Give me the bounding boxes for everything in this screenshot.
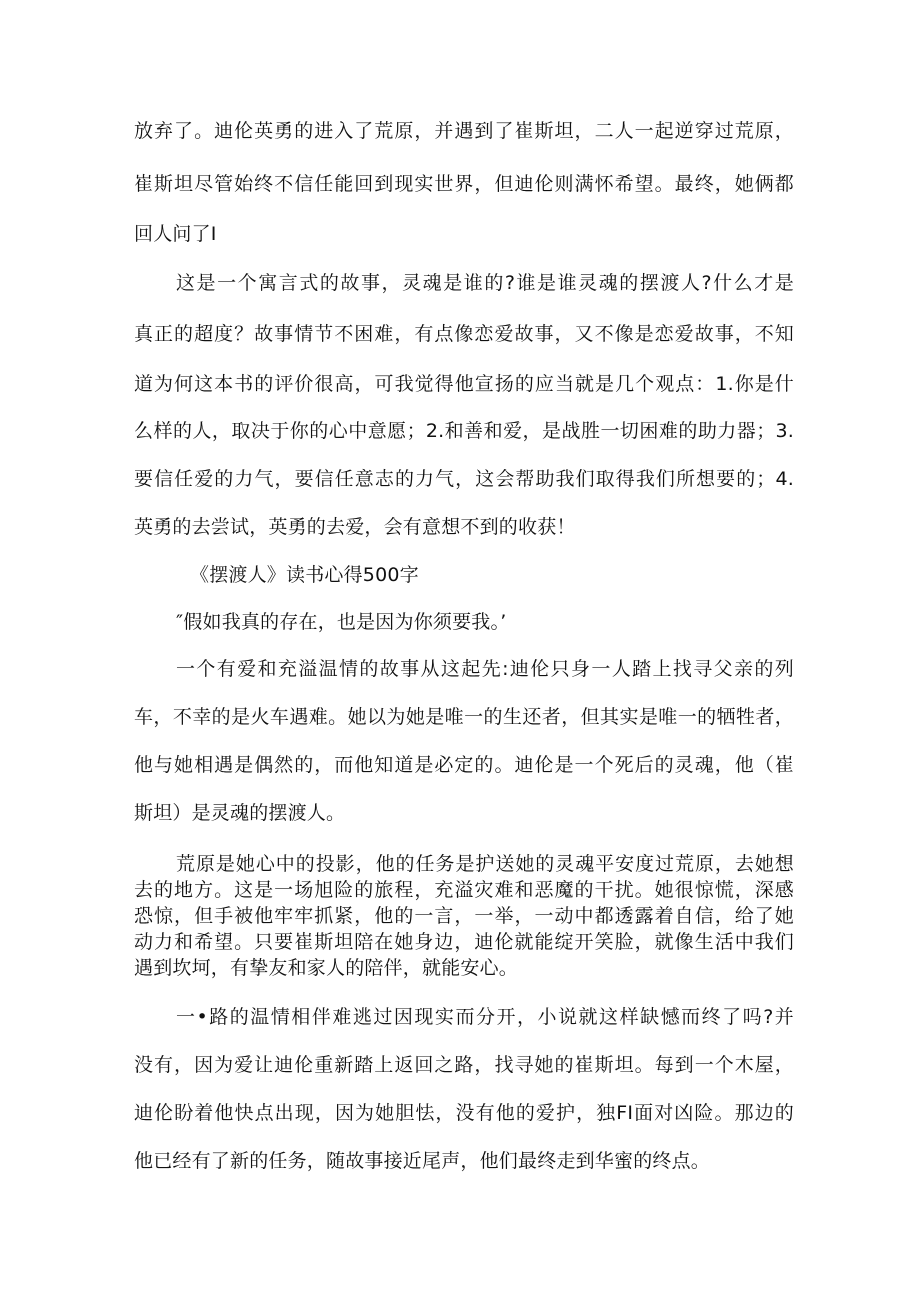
paragraph2-line-5: 要信任爱的力气，要信任意志的力气，这会帮助我们取得我们所想要的；4. [134,468,794,490]
paragraph5-line-4: 他已经有了新的任务，随故事接近尾声，他们最终走到华蜜的终点。 [134,1150,711,1172]
paragraph5-line-2: 没有，因为爱让迪伦重新踏上返回之路，找寻她的崔斯坦。每到一个木屋， [134,1054,794,1076]
paragraph4-line-3: 恐惊，但手被他牢牢抓紧，他的一言，一举，一动中都透露着自信，给了她 [134,905,794,927]
paragraph2-line-6: 英勇的去尝试，英勇的去爱，会有意想不到的收获！ [134,516,576,538]
paragraph2-line-1: 这是一个寓言式的故事，灵魂是谁的?谁是谁灵魂的摆渡人?什么才是 [176,272,794,294]
paragraph1-line-2: 崔斯坦尽管始终不信任能回到现实世界，但迪伦则满怀希望。最终，她俩都 [134,173,794,195]
paragraph3-line-3: 他与她相遇是偶然的，而他知道是必定的。迪伦是一个死后的灵魂，他（崔 [134,754,794,776]
paragraph3-line-1: 一个有爱和充溢温情的故事从这起先:迪伦只身一人踏上找寻父亲的列 [176,658,794,680]
paragraph4-line-2: 去的地方。这是一场旭险的旅程，充溢灾难和恶魔的干扰。她很惊慌，深感 [134,879,794,901]
paragraph1-line-3: 回人问了I [134,223,217,245]
paragraph4-line-5: 遇到坎坷，有挚友和家人的陪伴，就能安心。 [134,957,519,979]
paragraph3-line-2: 车，不幸的是火车遇难。她以为她是唯一的生还者，但其实是唯一的牺牲者， [134,706,794,728]
section-heading: 《摆渡人》读书心得500字 [190,564,419,586]
paragraph2-line-4: 么样的人，取决于你的心中意愿；2.和善和爱，是战胜一切困难的助力器；3. [134,420,794,442]
paragraph2-line-2: 真正的超度？故事情节不困难，有点像恋爱故事，又不像是恋爱故事，不知 [134,323,794,345]
paragraph3-line-4: 斯坦）是灵魂的摆渡人。 [134,802,346,824]
paragraph5-line-1: 一•路的温情相伴难逃过因现实而分开，小说就这样缺憾而终了吗?并 [176,1006,794,1028]
paragraph4-line-1: 荒原是她心中的投影，他的任务是护送她的灵魂平安度过荒原，去她想 [176,853,794,875]
paragraph1-line-1: 放弃了。迪伦英勇的进入了荒原，并遇到了崔斯坦，二人一起逆穿过荒原， [134,120,794,142]
paragraph5-line-3: 迪伦盼着他快点出现，因为她胆怯，没有他的爱护，独FI面对凶险。那边的 [134,1102,794,1124]
paragraph2-line-3: 道为何这本书的评价很高，可我觉得他宣扬的应当就是几个观点：1.你是什 [134,373,794,395]
quote-line: ″假如我真的存在，也是因为你须要我。’ [176,611,507,633]
paragraph4-line-4: 动力和希望。只要崔斯坦陪在她身边，迪伦就能绽开笑脸，就像生活中我们 [134,931,794,953]
